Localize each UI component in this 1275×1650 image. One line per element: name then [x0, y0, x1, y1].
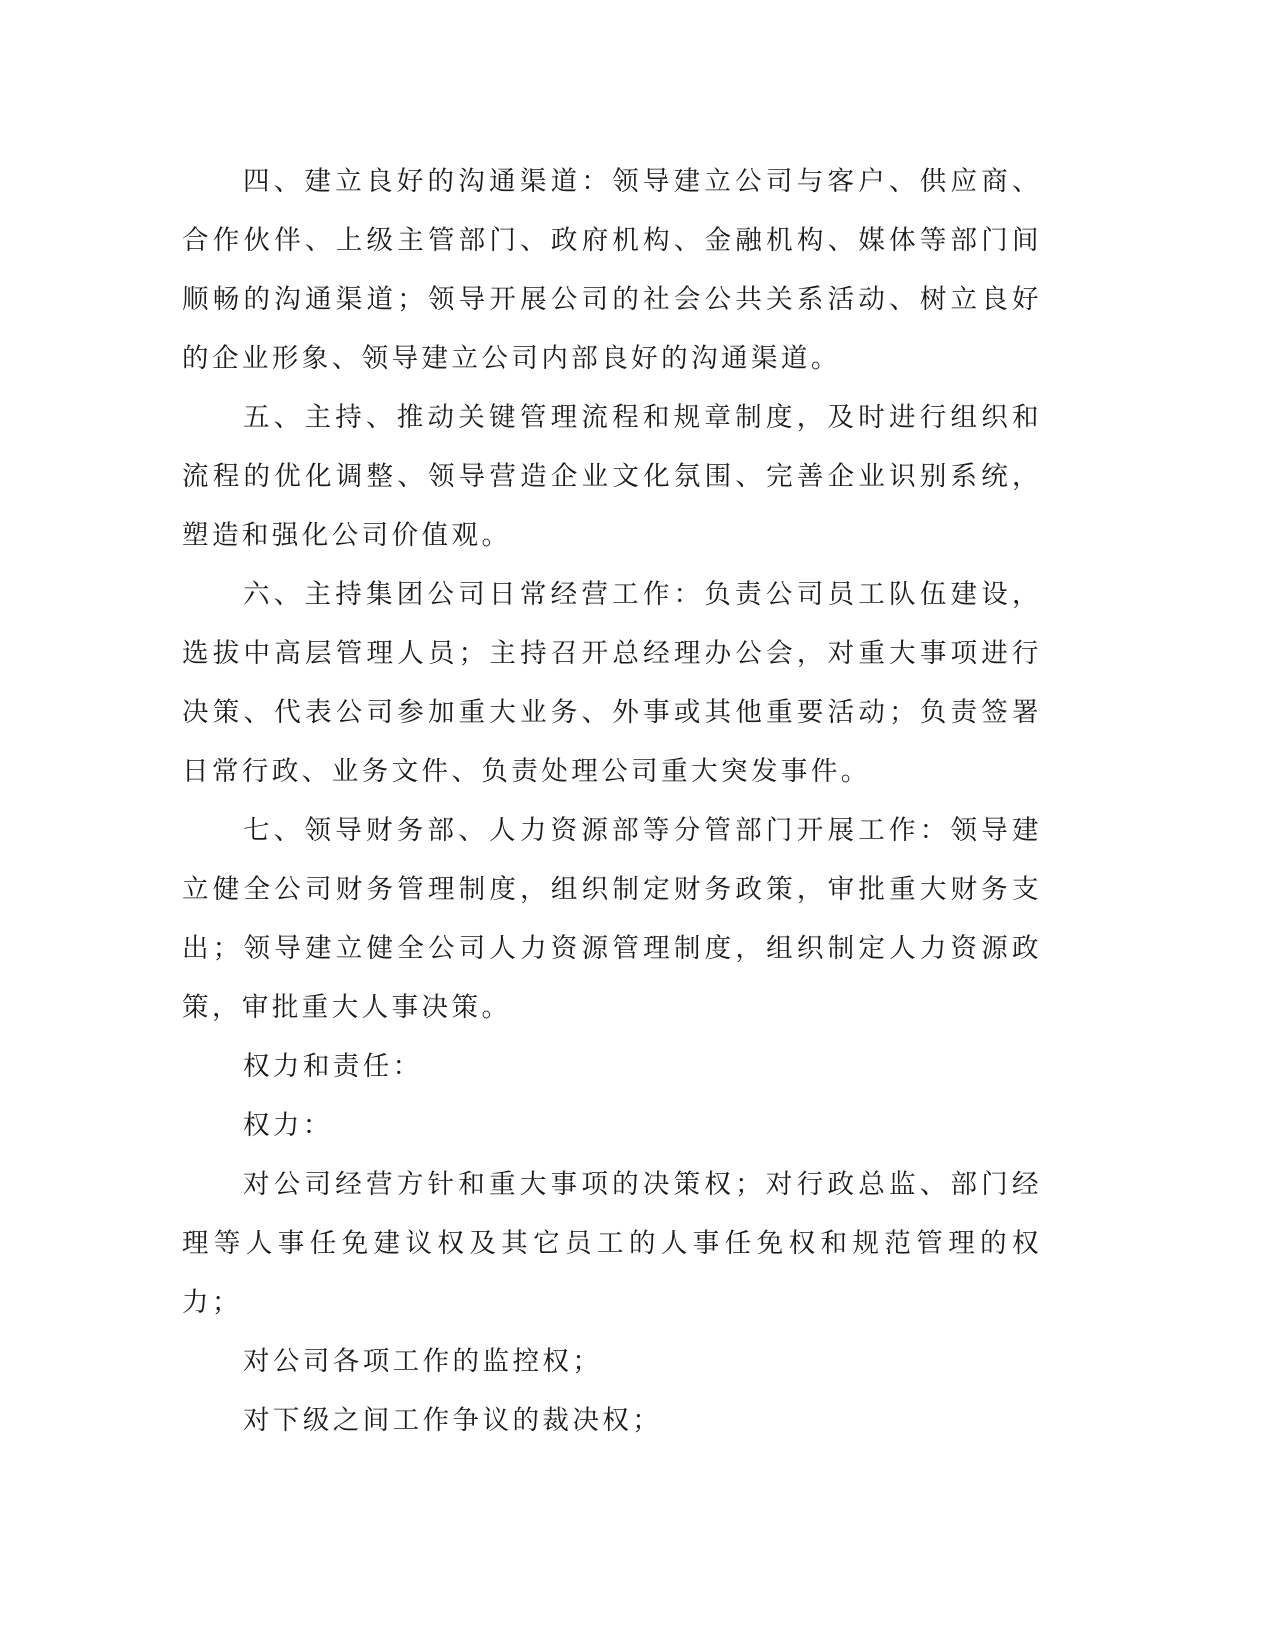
paragraph-decision-rights: 对公司经营方针和重大事项的决策权；对行政总监、部门经理等人事任免建议权及其它员工的人事任免权和规范管理的权力； [182, 1169, 1042, 1318]
heading-powers: 权力： [242, 1110, 333, 1141]
paragraph-management-processes: 五、主持、推动关键管理流程和规章制度，及时进行组织和流程的优化调整、领导营造企业文化氛围、完善企业识别系统，塑造和强化公司价值观。 [182, 402, 1042, 551]
paragraph-finance-hr: 七、领导财务部、人力资源部等分管部门开展工作：领导建立健全公司财务管理制度，组织制定财务政策，审批重大财务支出；领导建立健全公司人力资源管理制度，组织制定人力资源政策，审批重大人事决策。 [182, 815, 1042, 1023]
paragraph-monitoring-rights: 对公司各项工作的监控权； [242, 1346, 603, 1377]
paragraph-daily-operations: 六、主持集团公司日常经营工作：负责公司员工队伍建设，选拔中高层管理人员；主持召开总经理办公会，对重大事项进行决策、代表公司参加重大业务、外事或其他重要活动；负责签署日常行政、业务文件、负责处理公司重大突发事件。 [182, 579, 1042, 787]
document-page [182, 152, 1042, 1450]
paragraph-arbitration-rights: 对下级之间工作争议的裁决权； [242, 1405, 663, 1436]
heading-powers-and-responsibilities: 权力和责任： [242, 1051, 423, 1082]
paragraph-communication-channels: 四、建立良好的沟通渠道：领导建立公司与客户、供应商、合作伙伴、上级主管部门、政府机构、金融机构、媒体等部门间顺畅的沟通渠道；领导开展公司的社会公共关系活动、树立良好的企业形象、领导建立公司内部良好的沟通渠道。 [182, 166, 1042, 374]
